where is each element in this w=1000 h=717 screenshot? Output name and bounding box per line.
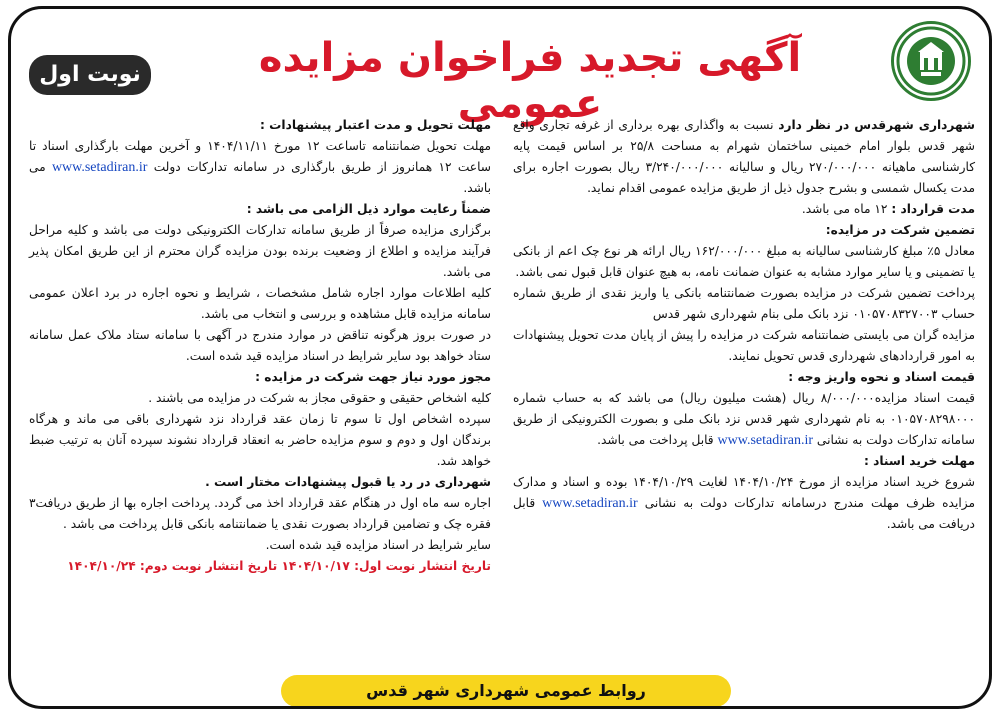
permit-p2: سپرده اشخاص اول تا سوم تا زمان عقد قرارداد نزد شهرداری باقی می ماند و هرگاه برندگان اول و دوم و سوم مزایده حاضر به انعقاد قرارداد نشوند سپرده آنان به ترتیب ضبط خواهد شد.	[29, 412, 491, 468]
mandatory-title: ضمناً رعایت موارد ذیل الزامی می باشد :	[246, 202, 491, 216]
municipality-emblem-icon	[894, 24, 968, 98]
delivery-text: مهلت تحویل ضمانتنامه تاساعت ۱۲ مورخ ۱۴۰۴/۱۱/۱۱ و آخرین مهلت بارگذاری اسناد تا ساعت ۱۲ همانروز از طریق بارگذاری در سامانه تدارکات دولت	[29, 139, 491, 174]
price-title: قیمت اسناد و نحوه واریز وجه :	[788, 370, 975, 384]
permit-p1: کلیه اشخاص حقیقی و حقوقی مجاز به شرکت در مزایده می باشند .	[148, 391, 491, 405]
guarantee-title: تضمین شرکت در مزایده:	[825, 223, 975, 237]
mandatory-p1: برگزاری مزایده صرفاً از طریق سامانه تدارکات الکترونیکی دولت می باشد و کلیه مراحل فرآیند مزایده و اطلاع از وضعیت برنده بودن مزایده گران محترم از این طریق امکان پذیر می باشد.	[29, 223, 491, 279]
price-text-end: قابل پرداخت می باشد.	[597, 433, 718, 447]
mandatory-p2: کلیه اطلاعات موارد اجاره شامل مشخصات ، شرایط و نحوه اجاره در برد اعلان عمومی سامانه مزایده قابل مشاهده و بررسی و انتخاب می باشد.	[29, 286, 491, 321]
delivery-title: مهلت تحویل و مدت اعتبار پیشنهادات :	[260, 118, 491, 132]
guarantee-p2: پرداخت تضمین شرکت در مزایده بصورت ضمانتنامه بانکی یا واریز نقدی از طریق شماره حساب ۰۱۰۵۷۰۸۳۲۷۰۰۳ نزد بانک ملی بنام شهرداری شهر قدس	[513, 286, 975, 321]
intro-paragraph	[513, 115, 975, 199]
right-column	[513, 115, 975, 535]
duration-title: مدت قرارداد :	[891, 202, 975, 216]
pub-date-second: تاریخ انتشار نوبت دوم: ۱۴۰۴/۱۰/۲۴	[67, 559, 278, 573]
footer-public-relations: روابط عمومی شهرداری شهر قدس	[281, 675, 731, 707]
reject-title: شهرداری در رد یا قبول پیشنهادات مختار است .	[205, 475, 491, 489]
delivery-text-end: می باشد.	[29, 160, 491, 195]
guarantee-p3: مزایده گران می بایستی ضمانتنامه شرکت در مزایده را پیش از پایان مدت تحویل پیشنهادات به امور قراردادهای شهرداری قدس تحویل نمایند.	[513, 328, 975, 363]
reject-p1: اجاره سه ماه اول در هنگام عقد قرارداد اخذ می گردد. پرداخت اجاره بها از طریق دریافت۳ فقره چک و تضامین قرارداد بصورت نقدی یا ضمانتنامه بانکی قابل پرداخت می باشد .	[29, 496, 491, 531]
guarantee-p1: معادل ۵٪ مبلغ کارشناسی سالیانه به مبلغ ۱۶۲/۰۰۰/۰۰۰ ریال ارائه هر نوع چک اعم از بانکی یا تضمینی و یا سایر موارد مشابه به عنوان ضمانت نامه، به هیچ عنوان قابل قبول نمی باشد.	[513, 244, 975, 279]
mandatory-p3: در صورت بروز هرگونه تناقض در موارد مندرج در آگهی با سامانه ستاد ملاک عمل سامانه ستاد خواهد بود سایر شرایط در اسناد مزایده قید شده است.	[29, 328, 491, 363]
left-column	[29, 115, 491, 577]
price-text: قیمت اسناد مزایده۸/۰۰۰/۰۰۰ ریال (هشت میلیون ریال) می باشد که به حساب شماره ۰۱۰۵۷۰۸۲۹۸۰۰۰ به نام شهرداری شهر قدس نزد بانک ملی و بصورت الکترونیکی از طریق سامانه تدارکات دولت به نشانی	[513, 391, 975, 447]
round-badge: نوبت اول	[29, 55, 151, 95]
duration-line	[513, 199, 975, 220]
price-paragraph	[513, 388, 975, 451]
delivery-paragraph	[29, 136, 491, 199]
reject-p2: سایر شرایط در اسناد مزایده قید شده است.	[265, 538, 491, 552]
setadiran-link[interactable]: www.setadiran.ir	[542, 496, 638, 511]
pub-date-first: تاریخ انتشار نوبت اول: ۱۴۰۴/۱۰/۱۷	[281, 559, 491, 573]
ministry-logo	[891, 21, 971, 101]
purchase-title: مهلت خرید اسناد :	[863, 454, 975, 468]
permit-title: مجوز مورد نیاز جهت شرکت در مزایده :	[255, 370, 491, 384]
setadiran-link[interactable]: www.setadiran.ir	[717, 433, 814, 448]
page-title: آگهی تجدید فراخوان مزایده عمومی	[258, 35, 802, 127]
notice-frame	[8, 6, 992, 709]
setadiran-link[interactable]: www.setadiran.ir	[51, 160, 148, 175]
intro-text: نسبت به واگذاری بهره برداری از غرفه تجاری واقع شهر قدس بلوار امام خمینی ساختمان شهرام به مساحت ۲۵/۸ بر اساس قیمت پایه کارشناسی ماهیانه ۲۷۰/۰۰۰/۰۰۰ ریال و سالیانه ۳/۲۴۰/۰۰۰/۰۰۰ ریال بصورت اجاره برای مدت یکسال شمسی و بشرح جدول ذیل از طریق مزایده عمومی اقدام نماید.	[513, 118, 976, 195]
purchase-paragraph	[513, 472, 975, 535]
duration-text: ۱۲ ماه می باشد.	[801, 202, 892, 216]
publication-dates	[29, 556, 491, 577]
intro-lead: شهرداری شهرقدس در نظر دارد	[778, 118, 976, 132]
purchase-text-end: قابل دریافت می باشد.	[513, 496, 975, 531]
purchase-text: شروع خرید اسناد مزایده از مورخ ۱۴۰۴/۱۰/۲۴ لغایت ۱۴۰۴/۱۰/۲۹ بوده و اسناد و مدارک مزایده ظرف مهلت مندرج درسامانه تدارکات دولت به نشانی	[513, 475, 975, 510]
